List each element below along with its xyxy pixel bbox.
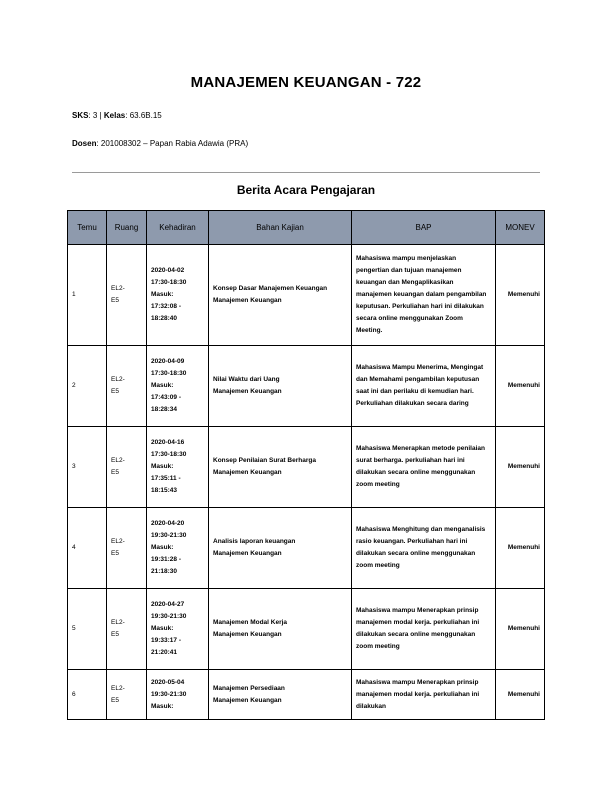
bahan-topic: Manajemen Modal Kerja <box>213 619 288 626</box>
cell-temu: 4 <box>68 508 107 589</box>
col-header-bap: BAP <box>352 211 496 245</box>
ruang-line: E5 <box>111 631 119 638</box>
berita-acara-table <box>67 210 545 720</box>
col-header-temu: Temu <box>68 211 107 245</box>
ruang-line: E5 <box>111 388 119 395</box>
divider <box>72 172 540 173</box>
table-row <box>68 245 545 346</box>
col-header-ruang: Ruang <box>107 211 147 245</box>
cell-bap <box>352 245 496 346</box>
cell-monev: Memenuhi <box>496 589 545 670</box>
kehadiran-masuk-label: Masuk: <box>151 291 174 298</box>
kehadiran-masuk-label: Masuk: <box>151 702 174 710</box>
kehadiran-out: 18:28:40 <box>151 315 178 322</box>
ruang-line: EL2- <box>111 376 125 383</box>
dosen-value: : 201008302 – Papan Rabia Adawia (PRA) <box>96 139 249 148</box>
cell-ruang <box>107 589 147 670</box>
table-row <box>68 589 545 670</box>
ruang-line: EL2- <box>111 684 125 692</box>
kehadiran-in: 17:35:11 - <box>151 475 181 482</box>
cell-kehadiran <box>147 346 209 427</box>
bahan-course: Manajemen Keuangan <box>213 631 282 638</box>
bap-text: Mahasiswa Mampu Menerima, Mengingat dan Memahami pengambilan keputusan saat ini dan perilaku di kemudian hari. Perkuliahan dilakukan secara daring <box>356 364 484 407</box>
bahan-topic: Nilai Waktu dari Uang <box>213 376 280 383</box>
bap-text: Mahasiswa Menghitung dan menganalisis rasio keuangan. Perkuliahan hari ini dilakukan secara online menggunakan zoom meeting <box>356 526 486 569</box>
cell-ruang <box>107 346 147 427</box>
cell-bap <box>352 589 496 670</box>
ruang-line: EL2- <box>111 457 125 464</box>
cell-bap <box>352 508 496 589</box>
cell-ruang <box>107 670 147 720</box>
bahan-course: Manajemen Keuangan <box>213 469 282 476</box>
bap-text: Mahasiswa mampu Menerapkan prinsip manajemen modal kerja. perkuliahan ini dilakukan secara online menggunakan zoom meeting <box>356 607 480 650</box>
cell-monev: Memenuhi <box>496 427 545 508</box>
bap-text: Mahasiswa mampu menjelaskan pengertian dan tujuan manajemen keuangan dan Mengaplikasikan manajemen keuangan dalam pengambilan keputusan. Perkuliahan hari ini dilakukan secara online menggunakan Zoom Meeting. <box>356 255 487 334</box>
table-header-row <box>68 211 545 245</box>
dosen-label: Dosen <box>72 139 97 148</box>
cell-temu: 1 <box>68 245 107 346</box>
cell-monev: Memenuhi <box>496 245 545 346</box>
cell-bap <box>352 346 496 427</box>
cell-kehadiran <box>147 427 209 508</box>
cell-temu: 6 <box>68 670 107 720</box>
cell-kehadiran <box>147 245 209 346</box>
dosen-line <box>72 139 248 148</box>
cell-bahan-kajian <box>209 508 352 589</box>
table-row <box>68 508 545 589</box>
kehadiran-schedule: 19:30-21:30 <box>151 532 187 539</box>
cell-monev: Memenuhi <box>496 670 545 720</box>
ruang-line: E5 <box>111 469 119 476</box>
kehadiran-in: 19:33:17 - <box>151 637 181 644</box>
cell-kehadiran <box>147 508 209 589</box>
sks-label: SKS <box>72 111 89 120</box>
bahan-topic: Konsep Penilaian Surat Berharga <box>213 457 316 464</box>
table-row <box>68 427 545 508</box>
page-title: MANAJEMEN KEUANGAN - 722 <box>190 74 422 91</box>
ruang-line: E5 <box>111 550 119 557</box>
kehadiran-out: 21:20:41 <box>151 649 178 656</box>
kehadiran-schedule: 17:30-18:30 <box>151 279 187 286</box>
kehadiran-in: 19:31:28 - <box>151 556 181 563</box>
kehadiran-in: 17:32:08 - <box>151 303 181 310</box>
cell-bap <box>352 670 496 720</box>
cell-ruang <box>107 245 147 346</box>
kehadiran-out: 18:28:34 <box>151 406 178 413</box>
sks-value: : 3 | <box>88 111 102 120</box>
bahan-course: Manajemen Keuangan <box>213 696 282 704</box>
ruang-line: E5 <box>111 696 119 704</box>
section-title: Berita Acara Pengajaran <box>236 183 376 197</box>
kehadiran-masuk-label: Masuk: <box>151 625 174 632</box>
ruang-line: EL2- <box>111 285 125 292</box>
sks-kelas-line <box>72 111 162 120</box>
table-row <box>68 346 545 427</box>
cell-temu: 3 <box>68 427 107 508</box>
kelas-value: : 63.6B.15 <box>125 111 162 120</box>
cell-kehadiran <box>147 670 209 720</box>
kehadiran-out: 21:18:30 <box>151 568 178 575</box>
kehadiran-date: 2020-05-04 <box>151 678 185 686</box>
kehadiran-date: 2020-04-02 <box>151 267 185 274</box>
bahan-topic: Analisis laporan keuangan <box>213 538 296 545</box>
kehadiran-schedule: 19:30-21:30 <box>151 613 187 620</box>
kehadiran-date: 2020-04-27 <box>151 601 185 608</box>
col-header-kehadiran: Kehadiran <box>147 211 209 245</box>
bap-text: Mahasiswa mampu Menerapkan prinsip manajemen modal kerja. perkuliahan ini dilakukan <box>356 678 480 710</box>
col-header-bahan-kajian: Bahan Kajian <box>209 211 352 245</box>
bahan-course: Manajemen Keuangan <box>213 388 282 395</box>
cell-bahan-kajian <box>209 427 352 508</box>
kehadiran-masuk-label: Masuk: <box>151 463 174 470</box>
cell-ruang <box>107 508 147 589</box>
bahan-course: Manajemen Keuangan <box>213 297 282 304</box>
kehadiran-date: 2020-04-16 <box>151 439 185 446</box>
ruang-line: EL2- <box>111 619 125 626</box>
kehadiran-date: 2020-04-09 <box>151 358 185 365</box>
cell-bahan-kajian <box>209 245 352 346</box>
ruang-line: EL2- <box>111 538 125 545</box>
bap-text: Mahasiswa Menerapkan metode penilaian surat berharga. perkuliahan hari ini dilakukan secara online menggunakan zoom meeting <box>356 445 485 488</box>
kehadiran-masuk-label: Masuk: <box>151 544 174 551</box>
col-header-monev: MONEV <box>496 211 545 245</box>
cell-monev: Memenuhi <box>496 346 545 427</box>
kehadiran-out: 18:15:43 <box>151 487 178 494</box>
cell-kehadiran <box>147 589 209 670</box>
bahan-topic: Manajemen Persediaan <box>213 684 285 692</box>
cell-temu: 5 <box>68 589 107 670</box>
table-row <box>68 670 545 720</box>
kehadiran-in: 17:43:09 - <box>151 394 181 401</box>
kelas-label: Kelas <box>103 111 126 120</box>
bahan-topic: Konsep Dasar Manajemen Keuangan <box>213 285 328 292</box>
kehadiran-schedule: 17:30-18:30 <box>151 451 187 458</box>
kehadiran-masuk-label: Masuk: <box>151 382 174 389</box>
cell-ruang <box>107 427 147 508</box>
cell-temu: 2 <box>68 346 107 427</box>
kehadiran-date: 2020-04-20 <box>151 520 185 527</box>
cell-bahan-kajian <box>209 346 352 427</box>
cell-bahan-kajian <box>209 589 352 670</box>
cell-bap <box>352 427 496 508</box>
bahan-course: Manajemen Keuangan <box>213 550 282 557</box>
kehadiran-schedule: 19:30-21:30 <box>151 690 187 698</box>
kehadiran-schedule: 17:30-18:30 <box>151 370 187 377</box>
cell-monev: Memenuhi <box>496 508 545 589</box>
cell-bahan-kajian <box>209 670 352 720</box>
ruang-line: E5 <box>111 297 119 304</box>
